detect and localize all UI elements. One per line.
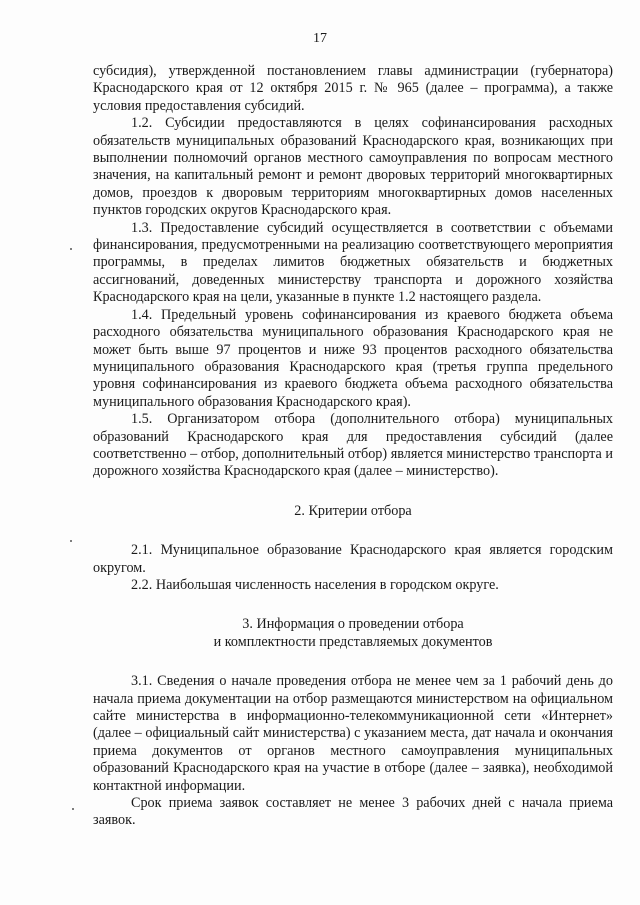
document-body	[93, 63, 613, 830]
paragraph-1-5: 1.5. Организатором отбора (дополнительного отбора) муниципальных образований Краснодарского края для предоставления субсидий (далее соответственно – отбор, дополнительный отбор) является министерство транспорта и дорожного хозяйства Краснодарского края (далее – министерство).	[93, 411, 613, 480]
paragraph-3-1: 3.1. Сведения о начале проведения отбора не менее чем за 1 рабочий день до начала приема документации на отбор размещаются министерством на официальном сайте министерства в информационно-телекоммуникационной сети «Интернет» (далее – официальный сайт министерства) с указанием места, дат начала и окончания приема документов от органов местного самоуправления муниципальных образований Краснодарского края на участие в отборе (далее – заявка), необходимой контактной информации.	[93, 673, 613, 794]
page-number: 17	[313, 31, 327, 46]
paragraph-1-3: 1.3. Предоставление субсидий осуществляется в соответствии с объемами финансирования, предусмотренными на реализацию соответствующего мероприятия программы, в пределах лимитов бюджетных обязательств и бюджетных ассигнований, доведенных министерству транспорта и дорожного хозяйства Краснодарского края на цели, указанные в пункте 1.2 настоящего раздела.	[93, 219, 613, 306]
scan-speck	[70, 540, 72, 542]
paragraph-intro-continuation: субсидия), утвержденной постановлением главы администрации (губернатора) Краснодарского края от 12 октября 2015 г. № 965 (далее – программа), а также условия предоставления субсидий.	[93, 63, 613, 114]
paragraph-2-1: 2.1. Муниципальное образование Краснодарского края является городским округом.	[93, 542, 613, 576]
section-3-heading-line-2: и комплектности представляемых документов	[213, 633, 493, 650]
section-3-heading-line-1: 3. Информация о проведении отбора	[242, 616, 464, 633]
scan-speck	[72, 808, 74, 810]
paragraph-2-2: 2.2. Наибольшая численность населения в городском округе.	[131, 576, 499, 593]
scan-speck	[70, 248, 72, 250]
paragraph-1-4: 1.4. Предельный уровень софинансирования из краевого бюджета объема расходного обязательства муниципального образования Краснодарского края не может быть выше 97 процентов и ниже 93 процентов расходного обязательства муниципального образования Краснодарского края (третья группа предельного уровня софинансирования из краевого бюджета объема расходного обязательства муниципального образования Краснодарского края).	[93, 306, 613, 410]
paragraph-1-2: 1.2. Субсидии предоставляются в целях софинансирования расходных обязательств муниципальных образований Краснодарского края, возникающих при выполнении полномочий органов местного самоуправления по вопросам местного значения, на капитальный ремонт и ремонт дворовых территорий многоквартирных домов, проездов к дворовым территориям многоквартирных домов населенных пунктов городских округов Краснодарского края.	[93, 115, 613, 219]
section-2-heading: 2. Критерии отбора	[294, 502, 412, 519]
paragraph-3-1-deadline: Срок приема заявок составляет не менее 3 рабочих дней с начала приема заявок.	[93, 795, 613, 829]
